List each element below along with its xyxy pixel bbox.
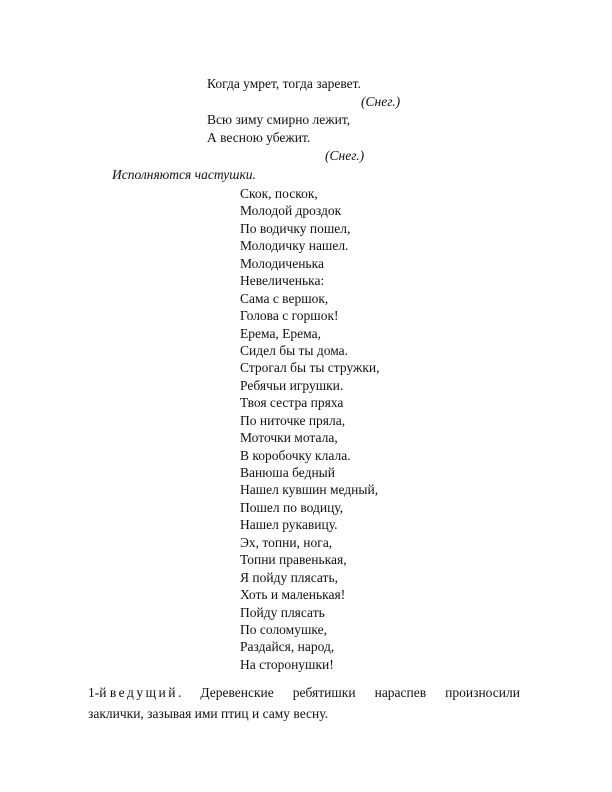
- verse-line: Твоя сестра пряха: [240, 395, 344, 411]
- verse-line: Невеличенька:: [240, 273, 325, 289]
- verse-line: В коробочку клала.: [240, 447, 351, 463]
- verse-line: На сторонушки!: [240, 656, 334, 672]
- verse-line: Топни правенькая,: [240, 552, 347, 568]
- verse-line: Молодиченька: [240, 255, 324, 271]
- verse-line: Раздайся, народ,: [240, 639, 335, 655]
- verse-line: Ерема, Ерема,: [240, 325, 321, 341]
- stage-direction: Исполняются частушки.: [112, 167, 256, 182]
- verse-line: Пошел по водицу,: [240, 499, 344, 515]
- verse-line: Нашел кувшин медный,: [240, 482, 379, 498]
- verse-line: Моточки мотала,: [240, 430, 338, 446]
- narration-first-line: [88, 682, 520, 703]
- riddle-2-line-1: Всю зиму смирно лежит,: [207, 112, 351, 127]
- verse-line: Пойду плясать: [240, 604, 325, 620]
- riddle-1-answer: (Снег.): [361, 94, 401, 109]
- narration-word: нараспев: [374, 685, 427, 700]
- verse-line: По ниточке пряла,: [240, 412, 346, 428]
- verse-line: Ванюша бедный: [240, 465, 335, 480]
- narration-word: ребятишки: [292, 685, 356, 700]
- narration-second-line: заклички, зазывая ими птиц и саму весну.: [88, 706, 329, 721]
- chastushki-verse: [240, 185, 380, 673]
- narration-word: произносили: [445, 685, 520, 700]
- narration-paragraph: [88, 682, 520, 724]
- verse-line: Строгал бы ты стружки,: [240, 360, 380, 376]
- verse-line: Сама с вершок,: [240, 290, 329, 306]
- verse-line: Ребячьи игрушки.: [240, 377, 344, 393]
- verse-line: Эх, топни, нога,: [240, 534, 333, 550]
- riddle-1-line-1: Когда умрет, тогда заревет.: [207, 76, 361, 91]
- verse-line: Скок, поскок,: [240, 186, 318, 201]
- verse-line: Голова с горшок!: [240, 308, 339, 324]
- verse-line: Молодой дроздок: [240, 203, 342, 219]
- verse-line: Хоть и маленькая!: [240, 587, 346, 603]
- narration-word: Деревенские: [200, 685, 274, 700]
- riddle-2-line-2: А весною убежит.: [207, 130, 311, 145]
- riddle-2-answer: (Снег.): [325, 148, 365, 163]
- verse-line: По водичку пошел,: [240, 220, 351, 236]
- speaker-label: 1-й ведущий.: [88, 685, 182, 700]
- verse-line: Молодичку нашел.: [240, 238, 349, 254]
- verse-line: Нашел рукавицу.: [240, 517, 338, 533]
- verse-line: Сидел бы ты дома.: [240, 342, 349, 358]
- verse-line: Я пойду плясать,: [240, 569, 338, 585]
- verse-line: По соломушке,: [240, 621, 327, 637]
